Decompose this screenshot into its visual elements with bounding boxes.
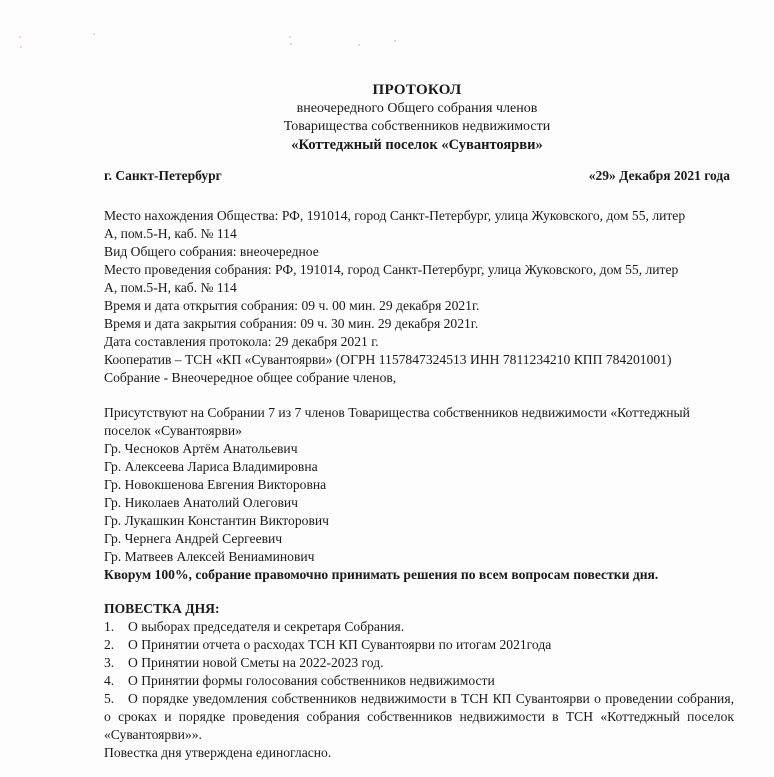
scan-artifact (358, 44, 360, 46)
member-item: Гр. Новокшенова Евгения Викторовна (104, 477, 327, 492)
meeting-place-cont: А, пом.5-Н, каб. № 114 (104, 280, 237, 295)
agenda-item-number: 3. (104, 655, 115, 670)
member-item: Гр. Чернега Андрей Сергеевич (104, 531, 283, 546)
organization-name: «Коттеджный поселок «Сувантоярви» (291, 137, 543, 153)
agenda-approval: Повестка дня утверждена единогласно. (104, 745, 332, 760)
scan-artifact (289, 36, 291, 38)
agenda-item-text: О выборах председателя и секретаря Собрания. (128, 619, 405, 634)
meeting-type: Вид Общего собрания: внеочередное (104, 244, 319, 259)
agenda-item (104, 636, 734, 654)
document-title: ПРОТОКОЛ (372, 82, 462, 98)
agenda-item-text: О Принятии отчета о расходах ТСН КП Сувантоярви по итогам 2021года (128, 637, 552, 652)
meeting-details (104, 207, 734, 387)
member-item: Гр. Николаев Анатолий Олегович (104, 495, 298, 510)
agenda-item-text: О порядке уведомления собственников недвижимости в ТСН КП Сувантоярви о проведении собрания, о сроках и порядке проведения собрания собственников недвижимости в ТСН «Коттеджный поселок «Сувантоярви»». (104, 691, 734, 742)
document-subtitle: внеочередного Общего собрания членов (296, 101, 538, 116)
agenda-heading: ПОВЕСТКА ДНЯ: (104, 601, 220, 616)
agenda-item-number: 5. (104, 691, 115, 706)
attendance-intro: Присутствуют на Собрании 7 из 7 членов Товарищества собственников недвижимости «Коттеджный поселок «Сувантоярви» (104, 405, 690, 438)
member-item: Гр. Алексеева Лариса Владимировна (104, 459, 318, 474)
agenda-item-text: О Принятии новой Сметы на 2022-2023 год. (128, 655, 384, 670)
scan-artifact (394, 40, 396, 42)
document-subtitle: Товарищества собственников недвижимости (283, 119, 551, 134)
opening-time: Время и дата открытия собрания: 09 ч. 00 мин. 29 декабря 2021г. (104, 298, 480, 313)
agenda-item (104, 618, 734, 636)
scan-artifact (20, 46, 22, 48)
agenda-item-number: 2. (104, 637, 115, 652)
agenda-item (104, 654, 734, 672)
document-header (0, 80, 774, 155)
member-item: Гр. Чесноков Артём Анатольевич (104, 441, 298, 456)
assembly-type: Собрание - Внеочередное общее собрание членов, (104, 370, 397, 385)
scan-artifact (290, 43, 292, 45)
meeting-place: Место проведения собрания: РФ, 191014, город Санкт-Петербург, улица Жуковского, дом 55, литер (104, 262, 679, 277)
protocol-date: Дата составления протокола: 29 декабря 2021 г. (104, 334, 379, 349)
society-location-cont: А, пом.5-Н, каб. № 114 (104, 226, 237, 241)
member-item: Гр. Лукашкин Константин Викторович (104, 513, 329, 528)
agenda-item (104, 672, 734, 690)
closing-time: Время и дата закрытия собрания: 09 ч. 30 мин. 29 декабря 2021г. (104, 316, 479, 331)
document-date: «29» Декабря 2021 года (588, 168, 730, 183)
agenda-item-number: 1. (104, 619, 115, 634)
scan-artifact (19, 36, 21, 38)
agenda-item-number: 4. (104, 673, 115, 688)
cooperative-info: Кооператив – ТСН «КП «Сувантоярви» (ОГРН 1157847324513 ИНН 7811234210 КПП 784201001) (104, 352, 672, 367)
attendance-section (104, 404, 734, 584)
city: г. Санкт-Петербург (104, 168, 222, 183)
agenda-item (104, 690, 734, 744)
city-date-line (104, 167, 738, 185)
agenda-section (104, 600, 734, 762)
member-item: Гр. Матвеев Алексей Вениаминович (104, 549, 315, 564)
quorum-statement: Кворум 100%, собрание правомочно принимать решения по всем вопросам повестки дня. (104, 567, 659, 582)
society-location: Место нахождения Общества: РФ, 191014, город Санкт-Петербург, улица Жуковского, дом 55, литер (104, 208, 686, 223)
agenda-item-text: О Принятии формы голосования собственников недвижимости (128, 673, 495, 688)
scan-artifact (93, 33, 95, 35)
